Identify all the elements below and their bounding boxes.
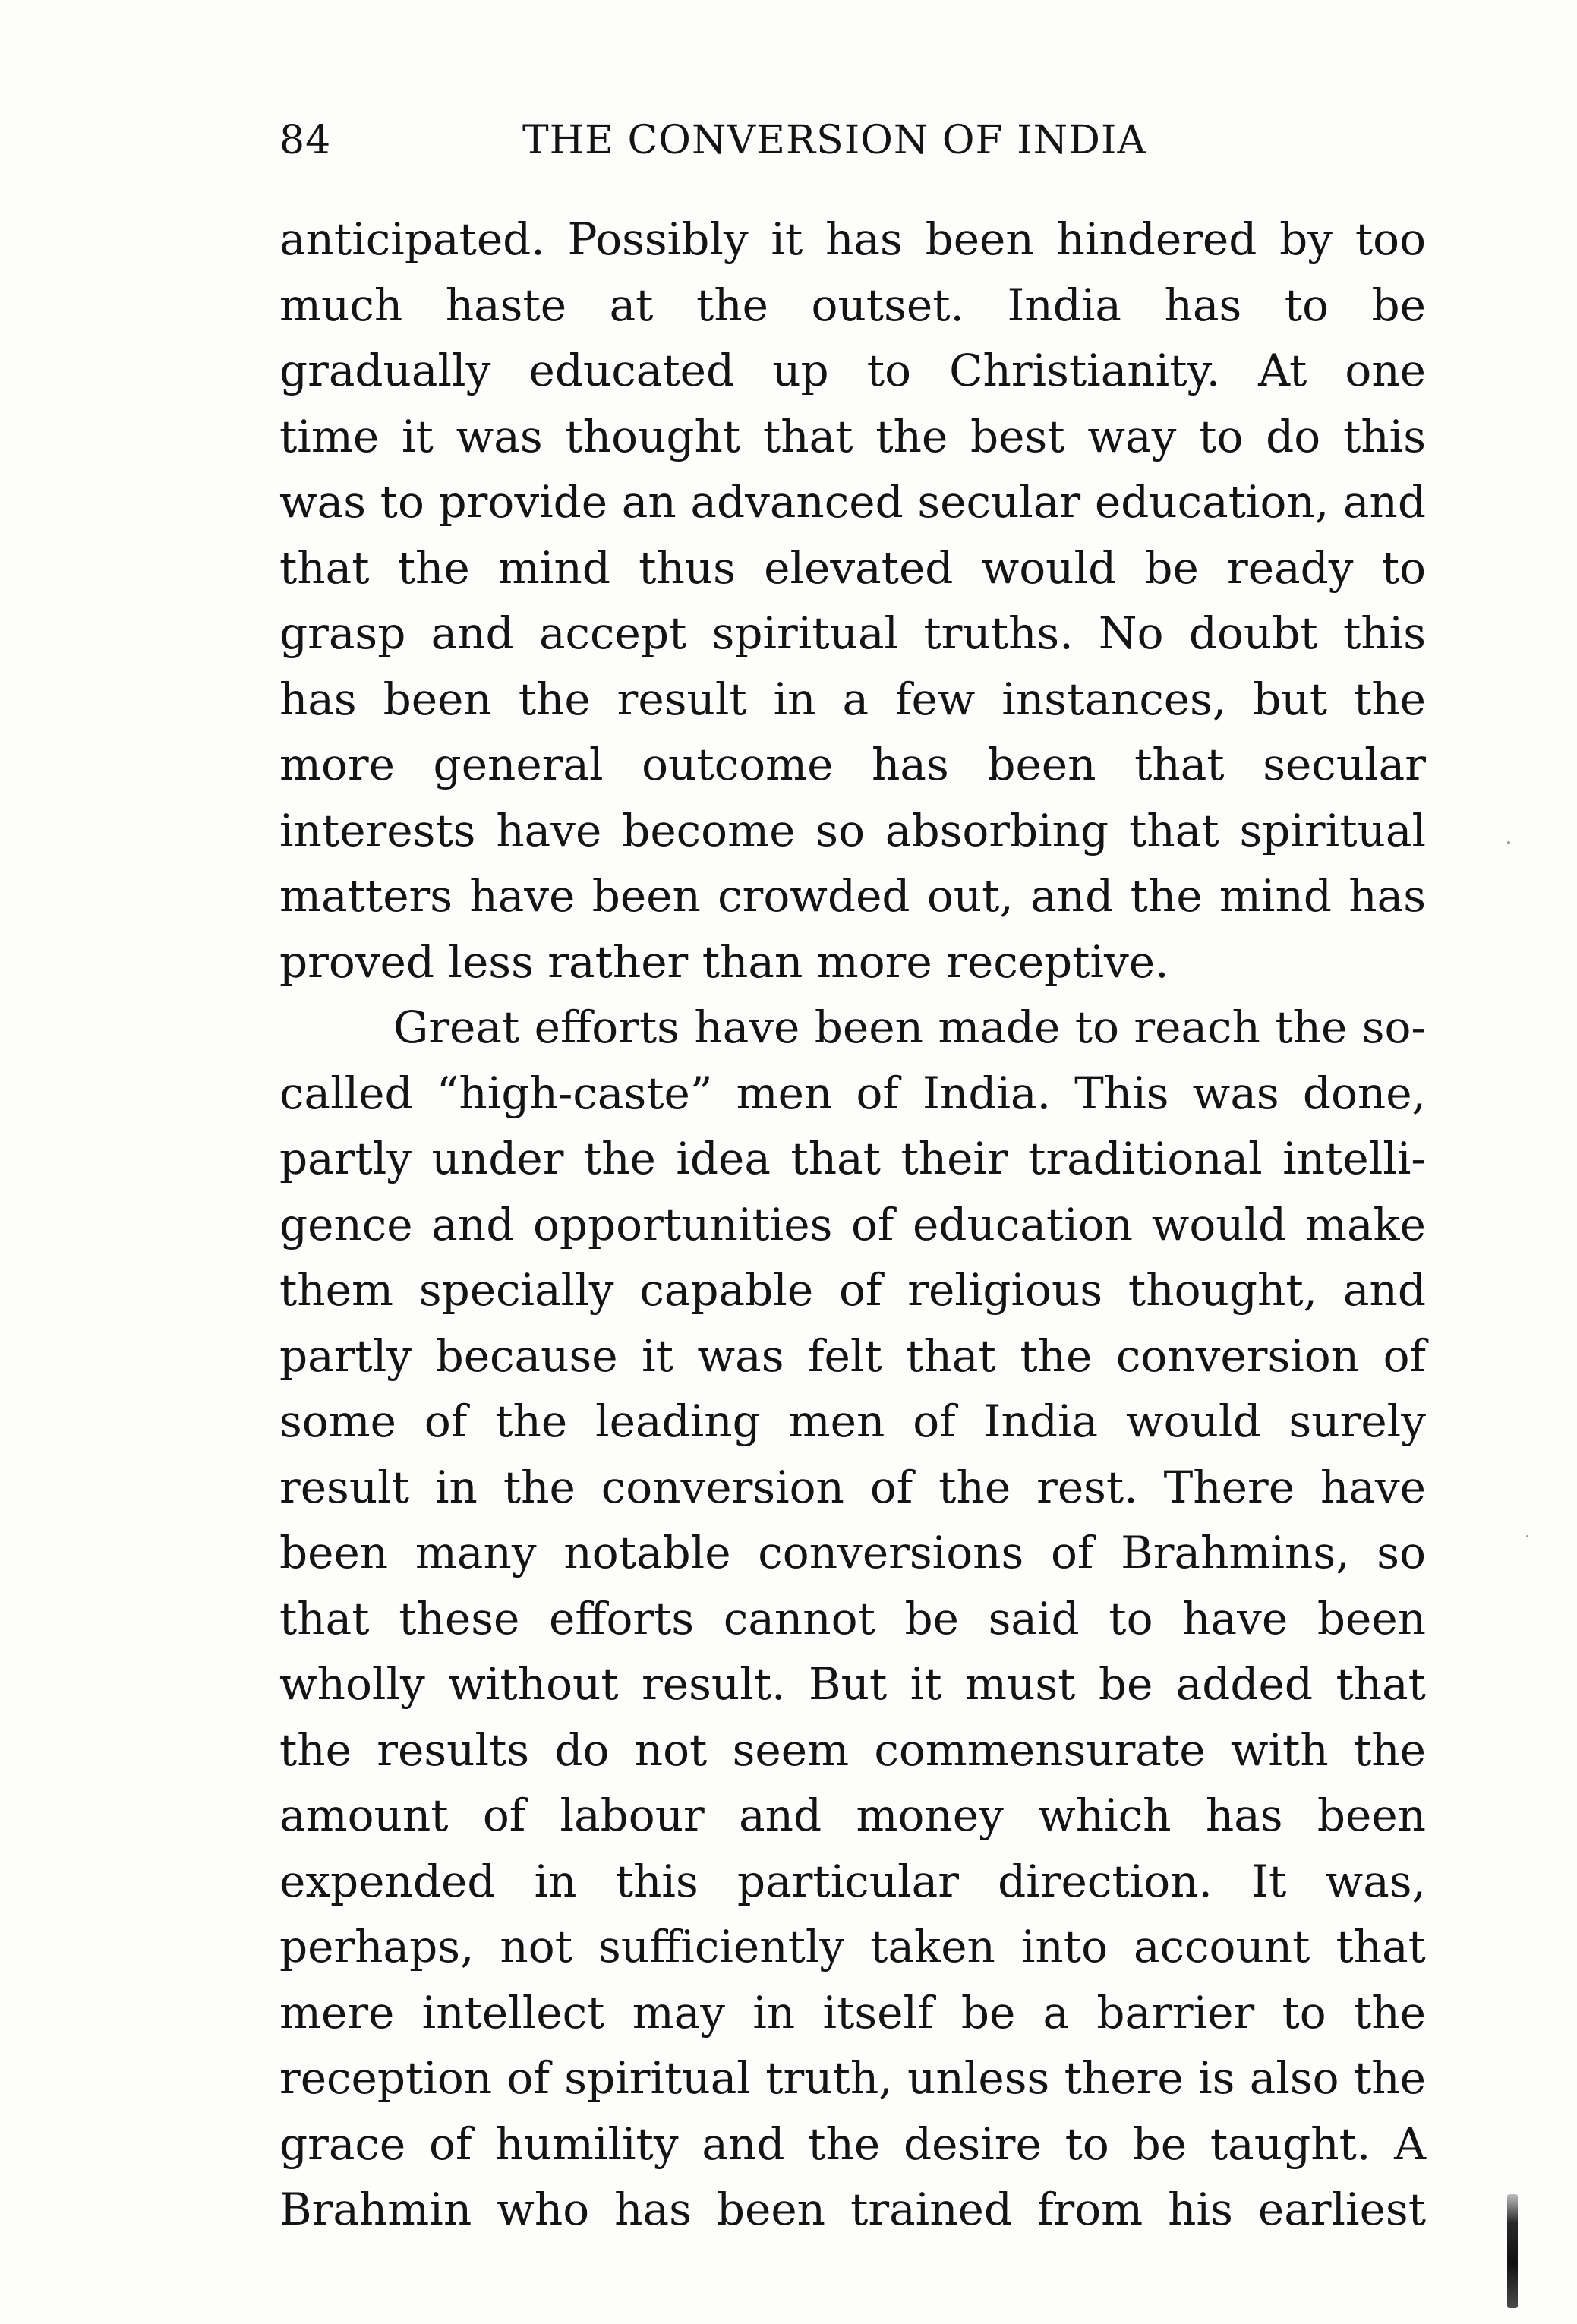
- text-line: anticipated. Possibly it has been hindered by too: [279, 213, 1426, 265]
- text-line: reception of spiritual truth, unless there is also the: [279, 2052, 1426, 2104]
- text-line: matters have been crowded out, and the mind has: [279, 870, 1426, 922]
- body-text: [279, 207, 1426, 2243]
- text-line: more general outcome has been that secular: [279, 739, 1426, 790]
- text-line: gence and opportunities of education would make: [279, 1198, 1426, 1250]
- text-line: interests have become so absorbing that spiritual: [279, 804, 1426, 856]
- text-line: has been the result in a few instances, but the: [279, 673, 1426, 725]
- text-line: was to provide an advanced secular education, and: [279, 476, 1426, 528]
- text-line: been many notable conversions of Brahmins, so: [279, 1527, 1426, 1578]
- text-line: gradually educated up to Christianity. At one: [279, 345, 1426, 396]
- text-line: that these efforts cannot be said to have been: [279, 1592, 1426, 1644]
- text-line: expended in this particular direction. It was,: [279, 1855, 1426, 1907]
- scan-speck: [1526, 1535, 1528, 1537]
- text-line: Brahmin who has been trained from his earliest: [279, 2184, 1426, 2235]
- scan-speck: [1507, 841, 1510, 844]
- text-line: mere intellect may in itself be a barrier to the: [279, 1986, 1426, 2039]
- text-line: called “high-caste” men of India. This was done,: [279, 1067, 1426, 1119]
- text-line: the results do not seem commensurate with the: [279, 1723, 1426, 1776]
- text-line: some of the leading men of India would surely: [279, 1395, 1426, 1447]
- paragraph-1: [279, 207, 1426, 995]
- text-line: Great efforts have been made to reach the so-: [393, 1001, 1426, 1053]
- text-line: grasp and accept spiritual truths. No doubt this: [279, 607, 1426, 659]
- text-line: time it was thought that the best way to do this: [279, 410, 1426, 462]
- text-line: much haste at the outset. India has to be: [279, 279, 1426, 331]
- scan-edge-mark: [1507, 2194, 1518, 2308]
- text-line: them specially capable of religious thought, and: [279, 1264, 1426, 1316]
- text-line: amount of labour and money which has been: [279, 1790, 1426, 1841]
- running-head: [279, 114, 1426, 167]
- text-line: partly because it was felt that the conversion of: [279, 1329, 1426, 1382]
- text-line: perhaps, not sufficiently taken into account that: [279, 1921, 1426, 1972]
- text-line: result in the conversion of the rest. There have: [279, 1461, 1426, 1513]
- text-line: grace of humility and the desire to be taught. A: [279, 2117, 1426, 2170]
- text-line: proved less rather than more receptive.: [279, 935, 1169, 988]
- text-line: partly under the idea that their traditional intelli-: [279, 1133, 1426, 1184]
- running-title: THE CONVERSION OF INDIA: [522, 118, 1146, 163]
- text-line: wholly without result. But it must be added that: [279, 1658, 1426, 1710]
- page-number: 84: [279, 118, 332, 163]
- text-line: that the mind thus elevated would be ready to: [279, 541, 1426, 594]
- paragraph-2: [279, 995, 1426, 2243]
